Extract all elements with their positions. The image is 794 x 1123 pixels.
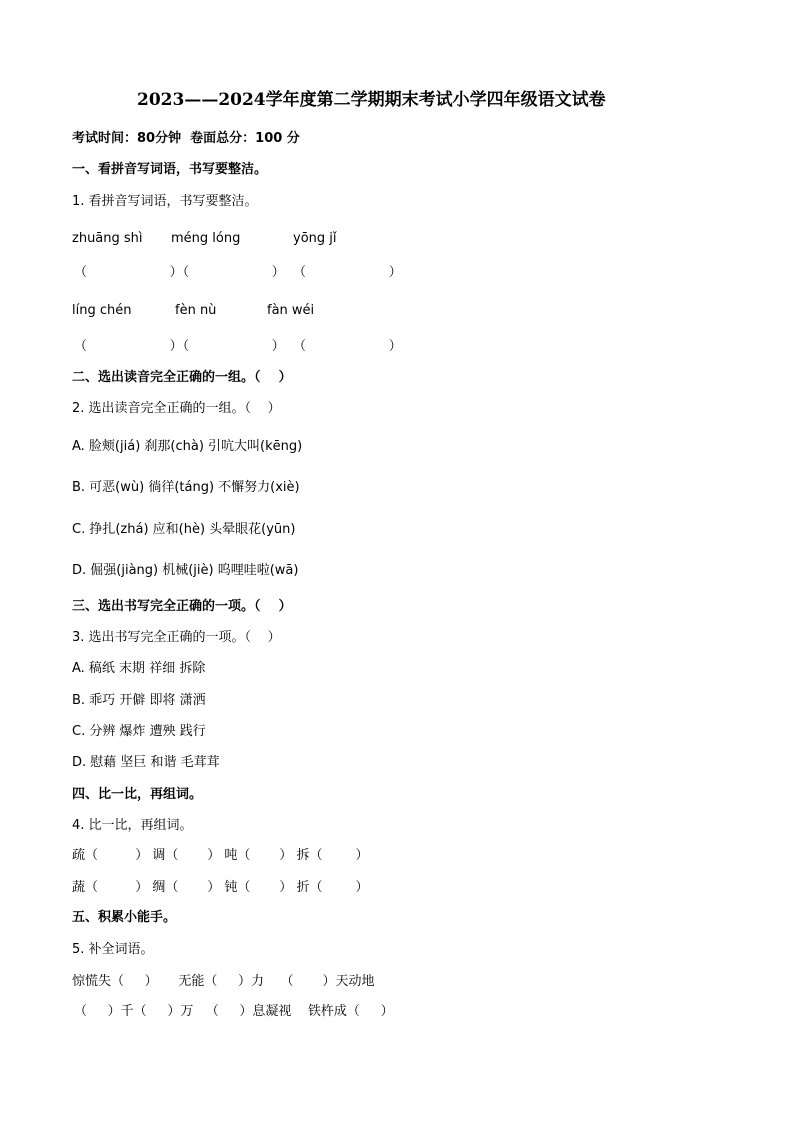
compare-words-row-2[interactable]: 蔬（ ） 绸（ ） 钝（ ） 折（ ） xyxy=(72,880,369,895)
option-3b[interactable]: B. 乖巧 开僻 即将 潇洒 xyxy=(72,693,206,708)
pinyin-5: fèn nù xyxy=(175,303,217,318)
pinyin-3: yōng jǐ xyxy=(293,231,337,246)
question-4-stem: 4. 比一比，再组词。 xyxy=(72,818,193,833)
pinyin-1: zhuāng shì xyxy=(72,231,143,246)
exam-info: 考试时间：80分钟 卷面总分：100 分 xyxy=(72,131,300,146)
option-3a[interactable]: A. 稿纸 末期 祥细 拆除 xyxy=(72,661,206,676)
question-1-stem: 1. 看拼音写词语，书写要整洁。 xyxy=(72,194,258,209)
option-2d[interactable]: D. 倔强(jiàng) 机械(jiè) 呜哩哇啦(wā) xyxy=(72,563,299,578)
compare-words-row-1[interactable]: 疏（ ） 调（ ） 吨（ ） 拆（ ） xyxy=(72,848,369,863)
option-3c[interactable]: C. 分辨 爆炸 遭殃 践行 xyxy=(72,724,206,739)
answer-blanks-row-2[interactable]: （ ）（ ） （ ） xyxy=(74,339,402,354)
section-heading-4: 四、比一比，再组词。 xyxy=(72,787,203,802)
option-2a[interactable]: A. 脸颊(jiá) 刹那(chà) 引吭大叫(kēng) xyxy=(72,439,303,454)
question-3-stem: 3. 选出书写完全正确的一项。（ ） xyxy=(72,630,281,645)
answer-blanks-row-1[interactable]: （ ）（ ） （ ） xyxy=(74,265,402,280)
pinyin-2: méng lóng xyxy=(171,231,241,246)
option-2b[interactable]: B. 可恶(wù) 徜徉(táng) 不懈努力(xiè) xyxy=(72,480,300,495)
idiom-row-2[interactable]: （ ）千（ ）万 （ ）息凝视 铁杵成（ ） xyxy=(74,1004,394,1019)
idiom-row-1[interactable]: 惊慌失（ ） 无能（ ）力 （ ）天动地 xyxy=(72,974,375,989)
section-heading-1: 一、看拼音写词语，书写要整洁。 xyxy=(72,162,268,177)
pinyin-6: fàn wéi xyxy=(267,303,315,318)
question-5-stem: 5. 补全词语。 xyxy=(72,942,154,957)
option-3d[interactable]: D. 慰藉 坚巨 和谐 毛茸茸 xyxy=(72,755,220,770)
pinyin-4: líng chén xyxy=(72,303,132,318)
question-2-stem: 2. 选出读音完全正确的一组。（ ） xyxy=(72,401,281,416)
option-2c[interactable]: C. 挣扎(zhá) 应和(hè) 头晕眼花(yūn) xyxy=(72,522,296,537)
section-heading-5: 五、积累小能手。 xyxy=(72,910,177,925)
section-heading-2: 二、选出读音完全正确的一组。（ ） xyxy=(72,370,292,385)
section-heading-3: 三、选出书写完全正确的一项。（ ） xyxy=(72,599,292,614)
page-title: 2023——2024学年度第二学期期末考试小学四年级语文试卷 xyxy=(137,90,606,110)
